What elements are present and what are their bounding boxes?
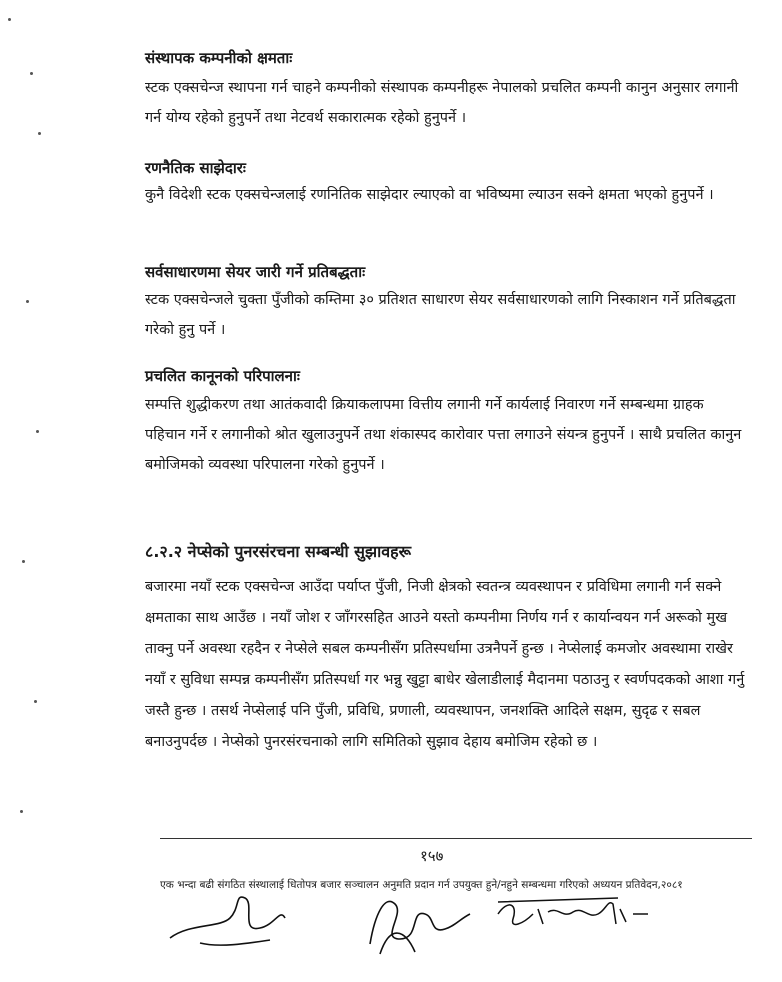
scan-speck bbox=[8, 18, 11, 21]
scan-speck bbox=[22, 560, 25, 563]
signature-2 bbox=[350, 884, 480, 964]
scan-speck bbox=[36, 430, 39, 433]
signature-3 bbox=[488, 884, 658, 944]
scan-speck bbox=[30, 72, 33, 75]
paragraph-legal-compliance: सम्पत्ति शुद्धीकरण तथा आतंकवादी क्रियाकलापमा वित्तीय लगानी गर्ने कार्यलाई निवारण गर्ने सम्बन्धमा ग्राहक पहिचान गर्ने र लगानीको श्रोत खुलाउनुपर्ने तथा शंकास्पद कारोवार पत्ता लगाउने संयन्त्र हुनुपर्ने । साथै प्रचलित कानुन बमोजिमको व्यवस्था परिपालना गरेको हुनुपर्ने । bbox=[145, 397, 742, 473]
paragraph-public-share-issue: स्टक एक्सचेन्जले चुक्ता पुँजीको कम्तिमा ३० प्रतिशत साधारण सेयर सर्वसाधारणको लागि निस्काशन गर्ने प्रतिबद्धता गरेको हुनु पर्ने । bbox=[145, 292, 736, 338]
section-title: ८.२.२ नेप्सेको पुनरसंरचना सम्बन्धी सुझावहरू bbox=[145, 542, 412, 561]
paragraph-founder-capacity: स्टक एक्सचेन्ज स्थापना गर्न चाहने कम्पनीको संस्थापक कम्पनीहरू नेपालको प्रचलित कम्पनी कानुन अनुसार लगानी गर्न योग्य रहेको हुनुपर्ने तथा नेटवर्थ सकारात्मक रहेको हुनुपर्ने । bbox=[145, 80, 739, 126]
scan-speck bbox=[26, 300, 29, 303]
paragraph-strategic-partner: कुनै विदेशी स्टक एक्सचेन्जलाई रणनितिक साझेदार ल्याएको वा भविष्यमा ल्याउन सक्ने क्षमता भएको हुनुपर्ने । bbox=[145, 187, 714, 203]
scan-speck bbox=[38, 132, 41, 135]
heading-legal-compliance: प्रचलित कानूनको परिपालनाः bbox=[145, 367, 300, 385]
scan-speck bbox=[20, 810, 23, 813]
signature-1 bbox=[160, 888, 310, 958]
footer-rule bbox=[160, 838, 752, 839]
scan-speck bbox=[34, 700, 37, 703]
footer-text: एक भन्दा बढी संगठित संस्थालाई धितोपत्र बजार सञ्चालन अनुमति प्रदान गर्न उपयुक्त हुने/नहुने सम्बन्धमा गरिएको अध्ययन प्रतिवेदन,२०८१ bbox=[160, 879, 683, 891]
section-body: बजारमा नयाँ स्टक एक्सचेन्ज आउँदा पर्याप्त पुँजी, निजी क्षेत्रको स्वतन्त्र व्यवस्थापन र प्रविधिमा लगानी गर्न सक्ने क्षमताका साथ आउँछ । नयाँ जोश र जाँगरसहित आउने यस्तो कम्पनीमा निर्णय गर्न र कार्यान्वयन गर्न अरूको मुख ताक्नु पर्ने अवस्था रहदैन र नेप्सेले सबल कम्पनीसँग प्रतिस्पर्धामा उत्रनैपर्ने हुन्छ । नेप्सेलाई कमजोर अवस्थामा राखेर नयाँ र सुविधा सम्पन्न कम्पनीसँग प्रतिस्पर्धा गर भन्नु खुट्टा बाधेर खेलाडीलाई मैदानमा पठाउनु र स्वर्णपदकको आशा गर्नु जस्तै हुन्छ । तसर्थ नेप्सेलाई पनि पुँजी, प्रविधि, प्रणाली, व्यवस्थापन, जनशक्ति आदिले सक्षम, सुदृढ र सबल बनाउनुपर्दछ । नेप्सेको पुनरसंरचनाको लागि समितिको सुझाव देहाय बमोजिम रहेको छ । bbox=[145, 579, 745, 750]
page-number: १५७ bbox=[420, 847, 444, 865]
heading-public-share-issue: सर्वसाधारणमा सेयर जारी गर्ने प्रतिबद्धताः bbox=[145, 263, 366, 281]
heading-founder-capacity: संस्थापक कम्पनीको क्षमताः bbox=[145, 49, 293, 67]
heading-strategic-partner: रणनैतिक साझेदारः bbox=[145, 159, 246, 177]
